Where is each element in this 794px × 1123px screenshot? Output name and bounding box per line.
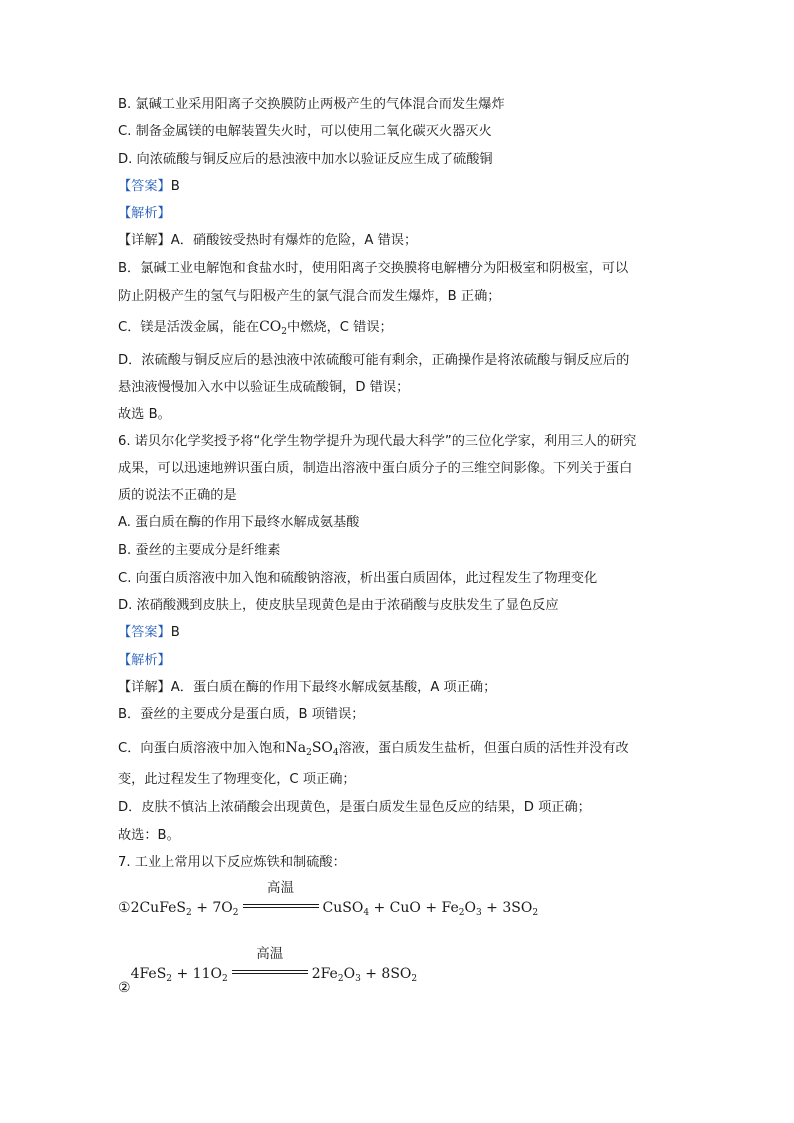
q6-stem-2: 成果，可以迅速地辨识蛋白质，制造出溶液中蛋白质分子的三维空间影像。下列关于蛋白: [118, 461, 633, 476]
q6-option-b: B. 蚕丝的主要成分是纤维素: [118, 543, 281, 558]
q6-detail-c: C．向蛋白质溶液中加入饱和$Na_2SO_4$溶液，蛋白质发生盐析，但蛋白质的活性并没有改: [118, 740, 629, 758]
q6-stem-1: 6. 诺贝尔化学奖授予将“化学生物学提升为现代最大科学”的三位化学家，利用三人的研究: [118, 434, 637, 449]
q5-detail-a: 【详解】A．硝酸铵受热时有爆炸的危险，A 错误；: [118, 233, 418, 248]
reaction-condition-arrow: 高温: [230, 964, 310, 984]
q6-option-d: D. 浓硝酸溅到皮肤上，使皮肤呈现黄色是由于浓硝酸与皮肤发生了显色反应: [118, 598, 559, 613]
q5-detail-b2: 防止阴极产生的氢气与阳极产生的氯气混合而发生爆炸，B 正确；: [118, 289, 501, 304]
answer-value: B: [170, 179, 180, 194]
q7-equation-2: ②4FeS$_2$ + $11O_2$ 高温 $2Fe_2O_3 + 8SO_2$: [118, 946, 418, 996]
q6-option-c: C. 向蛋白质溶液中加入饱和硫酸钠溶液，析出蛋白质固体，此过程发生了物理变化: [118, 571, 598, 586]
analysis-tag: 【解析】: [118, 653, 171, 668]
q6-detail-a: 【详解】A．蛋白质在酶的作用下最终水解成氨基酸，A 项正确；: [118, 680, 497, 695]
q5-option-b: B. 氯碱工业采用阳离子交换膜防止两极产生的气体混合而发生爆炸: [118, 97, 505, 112]
q6-detail-b: B．蚕丝的主要成分是蛋白质，B 项错误；: [118, 707, 365, 722]
eq-marker: ①: [118, 900, 131, 916]
detail-tag: 【详解】: [118, 680, 171, 695]
q6-detail-c2: 变，此过程发生了物理变化，C 项正确；: [118, 772, 356, 787]
q6-answer: [118, 624, 678, 642]
q7-equation-1: ①2CuFeS$_2$ + $7O_2$ 高温 CuSO$_4$ + CuO + $Fe_2O_3 + 3SO_2$: [118, 880, 539, 918]
q5-detail-c: C．镁是活泼金属，能在$CO_2$中燃烧，C 错误；: [118, 319, 393, 337]
eq-marker: ②: [118, 980, 131, 996]
q5-answer: [118, 178, 678, 196]
reaction-condition-arrow: 高温: [241, 898, 321, 918]
q5-conclusion: 故选 B。: [118, 407, 171, 422]
q6-stem-3: 质的说法不正确的是: [118, 488, 237, 503]
q5-analysis-heading: [118, 205, 678, 223]
q5-option-d: D. 向浓硫酸与铜反应后的悬浊液中加水以验证反应生成了硫酸铜: [118, 152, 493, 167]
q6-option-a: A. 蛋白质在酶的作用下最终水解成氨基酸: [118, 515, 360, 530]
q6-analysis-heading: [118, 652, 678, 670]
answer-tag: 【答案】: [118, 625, 171, 640]
answer-tag: 【答案】: [118, 179, 171, 194]
q7-stem: 7. 工业上常用以下反应炼铁和制硫酸：: [118, 855, 346, 870]
analysis-tag: 【解析】: [118, 206, 171, 221]
q5-detail-d1: D．浓硫酸与铜反应后的悬浊液中浓硫酸可能有剩余，正确操作是将浓硫酸与铜反应后的: [118, 353, 630, 368]
q5-detail-b1: B．氯碱工业电解饱和食盐水时，使用阳离子交换膜将电解槽分为阳极室和阴极室，可以: [118, 261, 629, 276]
co2-formula: $CO_2$: [259, 319, 288, 337]
q5-option-c: C. 制备金属镁的电解装置失火时，可以使用二氧化碳灭火器灭火: [118, 124, 492, 139]
detail-tag: 【详解】: [118, 233, 171, 248]
q6-conclusion: 故选：B。: [118, 828, 180, 843]
q5-detail-d2: 悬浊液慢慢加入水中以验证生成硫酸铜，D 错误；: [118, 380, 410, 395]
na2so4-formula: $Na_2SO_4$: [285, 740, 339, 758]
answer-value: B: [170, 625, 180, 640]
q6-detail-d: D．皮肤不慎沾上浓硝酸会出现黄色，是蛋白质发生显色反应的结果，D 项正确；: [118, 800, 591, 815]
